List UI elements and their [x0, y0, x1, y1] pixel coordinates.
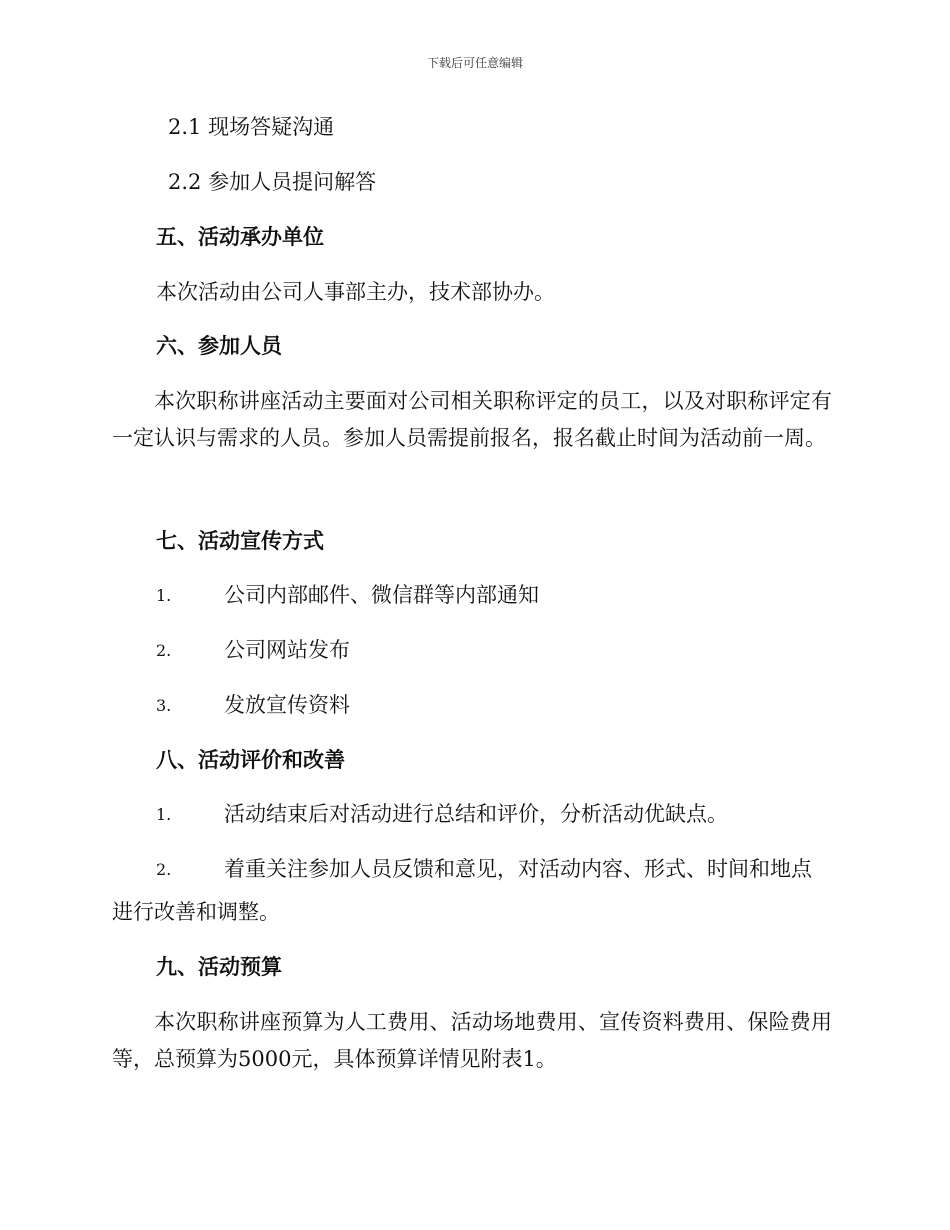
section-7-heading: 七、活动宣传方式: [156, 528, 324, 553]
section-7-item-1-number: 1.: [156, 586, 172, 605]
section-8-item-1-number: 1.: [156, 805, 172, 824]
item-2-2: 2.2 参加人员提问解答: [168, 170, 377, 194]
section-9-heading: 九、活动预算: [156, 954, 282, 979]
section-7-item-3-text: 发放宣传资料: [224, 693, 350, 717]
section-8-heading: 八、活动评价和改善: [156, 747, 345, 772]
section-8-item-2-text-line2: 进行改善和调整。: [112, 900, 280, 924]
header-note: 下载后可任意编辑: [426, 56, 523, 70]
section-7-item-2-text: 公司网站发布: [224, 638, 350, 662]
section-8-item-1-text: 活动结束后对活动进行总结和评价，分析活动优缺点。: [224, 802, 728, 826]
section-5-text: 本次活动由公司人事部主办，技术部协办。: [156, 280, 555, 304]
section-8-item-2-text-line1: 着重关注参加人员反馈和意见，对活动内容、形式、时间和地点: [224, 857, 812, 881]
section-8-item-2-number: 2.: [156, 860, 172, 879]
section-7-item-1-text: 公司内部邮件、微信群等内部通知: [224, 583, 539, 607]
section-7-item-2-number: 2.: [156, 641, 172, 660]
section-9-text: 本次职称讲座预算为人工费用、活动场地费用、宣传资料费用、保险费用等，总预算为5000元，具体预算详情见附表1。: [112, 1010, 832, 1071]
item-2-1: 2.1 现场答疑沟通: [168, 115, 335, 139]
section-5-heading: 五、活动承办单位: [156, 224, 324, 249]
section-6-heading: 六、参加人员: [156, 333, 282, 358]
section-7-item-3-number: 3.: [156, 696, 172, 715]
section-6-text: 本次职称讲座活动主要面对公司相关职称评定的员工，以及对职称评定有一定认识与需求的人员。参加人员需提前报名，报名截止时间为活动前一周。: [112, 389, 832, 450]
